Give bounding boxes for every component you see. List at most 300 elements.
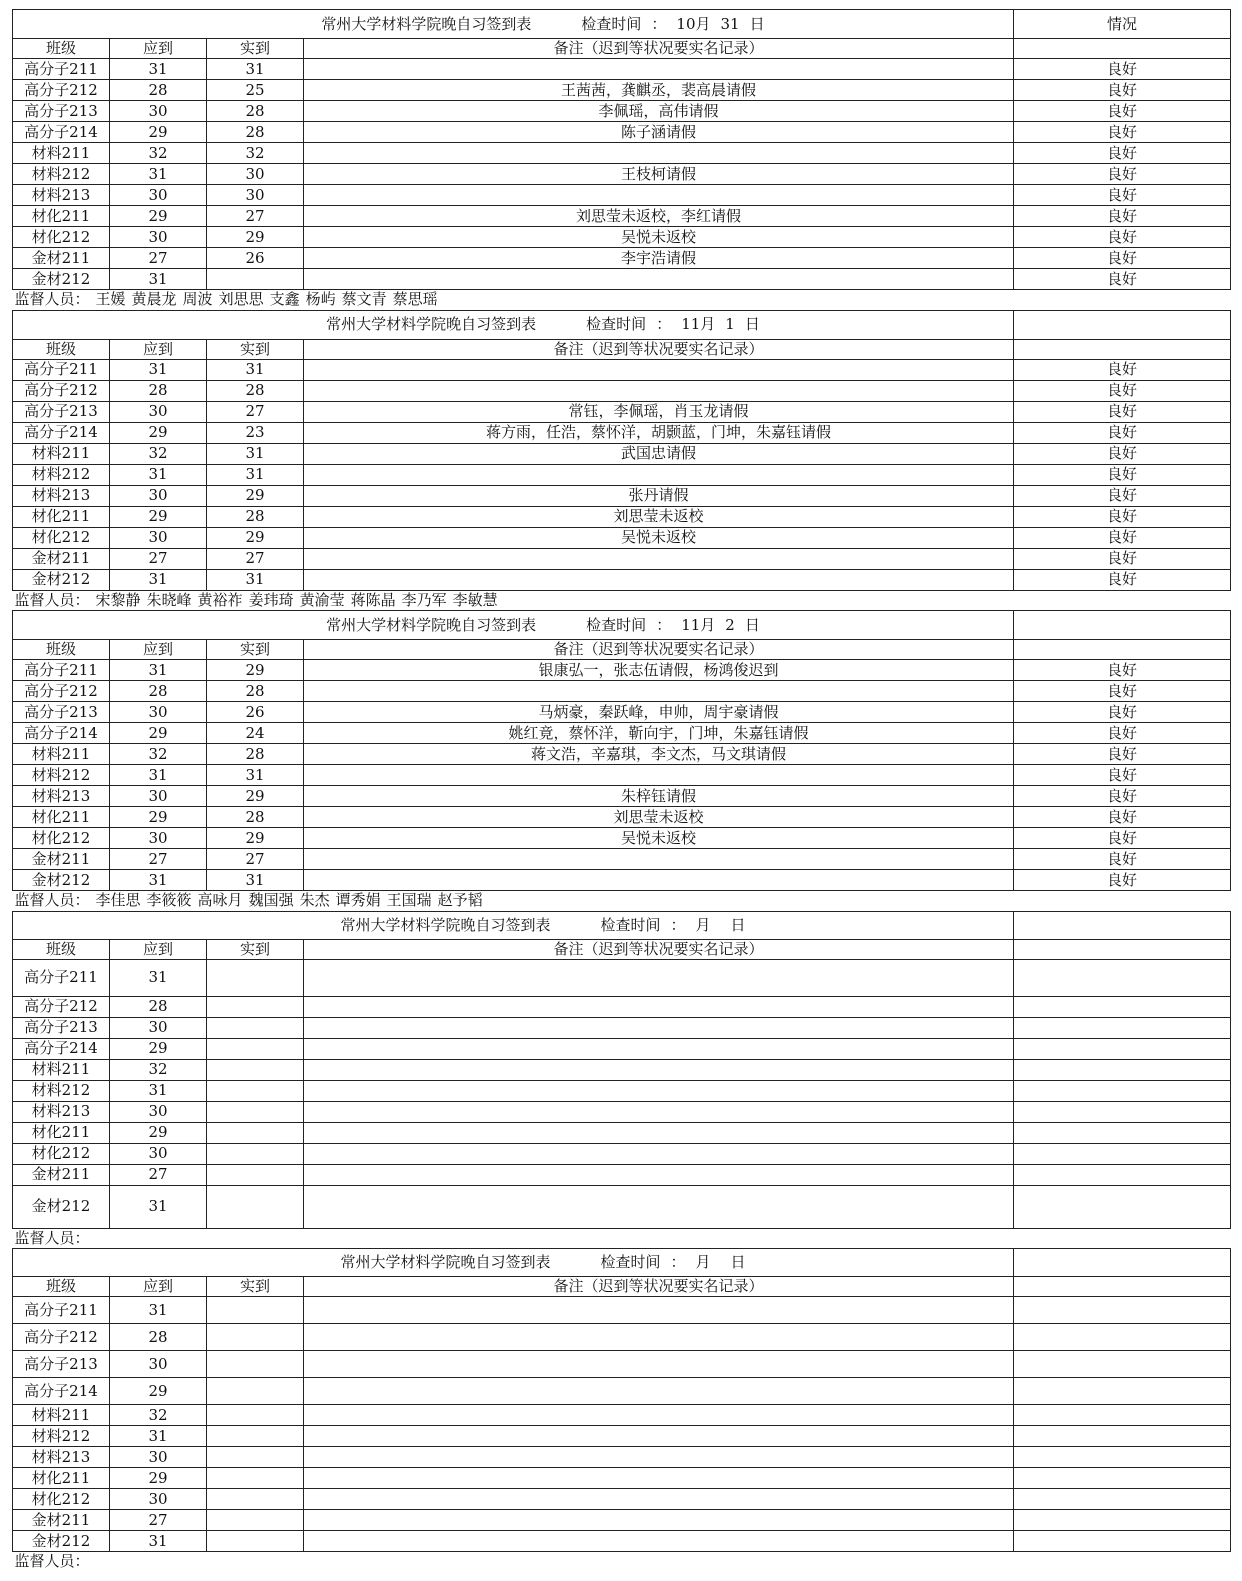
check-day-suffix: 日 [730, 915, 746, 934]
class-name-cell: 高分子213 [13, 1351, 110, 1378]
note-cell: 刘思莹未返校 [304, 506, 1014, 527]
column-header-row [13, 1277, 1231, 1297]
note-cell [304, 1122, 1014, 1143]
supervisor-name: 蒋陈晶 [350, 590, 396, 609]
table-row [13, 1164, 1231, 1185]
table-row [13, 1080, 1231, 1101]
class-name-cell: 金材212 [13, 1531, 110, 1552]
expected-count-cell: 31 [110, 660, 207, 681]
table-row [13, 422, 1231, 443]
table-row [13, 122, 1231, 143]
table-row [13, 660, 1231, 681]
table-title [13, 611, 1014, 640]
class-name-cell: 高分子213 [13, 101, 110, 122]
class-name-cell: 材化211 [13, 506, 110, 527]
note-cell [304, 1164, 1014, 1185]
actual-count-cell: 29 [207, 828, 304, 849]
supervisor-label: 监督人员： [14, 590, 90, 609]
class-name-cell: 材料211 [13, 1059, 110, 1080]
condition-cell [1014, 959, 1231, 996]
class-name-cell: 高分子214 [13, 122, 110, 143]
sheet-title: 常州大学材料学院晚自习签到表 [340, 1253, 551, 1271]
actual-count-cell [207, 1531, 304, 1552]
col-header-actual: 实到 [207, 39, 304, 59]
condition-cell [1014, 1405, 1231, 1426]
actual-count-cell [207, 1101, 304, 1122]
actual-count-cell: 31 [207, 569, 304, 590]
table-title-row [13, 1249, 1231, 1277]
actual-count-cell [207, 1426, 304, 1447]
class-name-cell: 材料212 [13, 1426, 110, 1447]
condition-cell [1014, 1378, 1231, 1405]
note-cell [304, 59, 1014, 80]
condition-cell [1014, 1059, 1231, 1080]
class-name-cell: 材化212 [13, 1489, 110, 1510]
condition-cell: 良好 [1014, 702, 1231, 723]
check-time-label: 检查时间 [600, 1253, 661, 1271]
supervisor-name: 魏国强 [248, 891, 294, 910]
condition-cell [1014, 1531, 1231, 1552]
expected-count-cell: 30 [110, 1489, 207, 1510]
table-row [13, 248, 1231, 269]
note-cell [304, 464, 1014, 485]
class-name-cell: 材料212 [13, 765, 110, 786]
table-row [13, 1101, 1231, 1122]
condition-cell: 良好 [1014, 164, 1231, 185]
check-month: 月 [695, 1253, 711, 1271]
class-name-cell: 材化211 [13, 807, 110, 828]
note-cell: 张丹请假 [304, 485, 1014, 506]
expected-count-cell: 30 [110, 1017, 207, 1038]
actual-count-cell [207, 1297, 304, 1324]
expected-count-cell: 31 [110, 1531, 207, 1552]
supervisor-cell [13, 1228, 1231, 1248]
class-name-cell: 高分子212 [13, 1324, 110, 1351]
condition-cell [1014, 1143, 1231, 1164]
actual-count-cell: 27 [207, 548, 304, 569]
class-name-cell: 金材212 [13, 1185, 110, 1228]
table-row [13, 206, 1231, 227]
supervisor-name: 王媛 [95, 290, 126, 309]
actual-count-cell: 28 [207, 122, 304, 143]
table-row [13, 702, 1231, 723]
expected-count-cell: 27 [110, 1510, 207, 1531]
supervisor-name: 周波 [182, 290, 213, 309]
condition-cell: 良好 [1014, 269, 1231, 290]
note-cell [304, 1378, 1014, 1405]
condition-cell [1014, 1122, 1231, 1143]
table-row [13, 1531, 1231, 1552]
table-row [13, 849, 1231, 870]
note-cell [304, 959, 1014, 996]
supervisor-name: 杨屿 [305, 290, 336, 309]
class-name-cell: 材化212 [13, 527, 110, 548]
class-name-cell: 高分子212 [13, 380, 110, 401]
supervisor-label: 监督人员： [14, 1228, 90, 1247]
condition-cell: 良好 [1014, 422, 1231, 443]
note-cell [304, 380, 1014, 401]
table-row [13, 548, 1231, 569]
note-cell [304, 1324, 1014, 1351]
condition-cell [1014, 1164, 1231, 1185]
col-header-note: 备注（迟到等状况要实名记录） [304, 39, 1014, 59]
condition-cell: 良好 [1014, 122, 1231, 143]
condition-cell: 良好 [1014, 828, 1231, 849]
condition-cell [1014, 1324, 1231, 1351]
class-name-cell: 材化211 [13, 1468, 110, 1489]
expected-count-cell: 31 [110, 1426, 207, 1447]
expected-count-cell: 31 [110, 1297, 207, 1324]
table-row [13, 765, 1231, 786]
note-cell [304, 1143, 1014, 1164]
check-month: 10月 [676, 14, 711, 33]
actual-count-cell: 28 [207, 380, 304, 401]
class-name-cell: 高分子211 [13, 660, 110, 681]
col-header-note: 备注（迟到等状况要实名记录） [304, 939, 1014, 959]
column-header-row [13, 640, 1231, 660]
table-row [13, 1297, 1231, 1324]
expected-count-cell: 31 [110, 1185, 207, 1228]
supervisor-row [13, 891, 1231, 911]
note-cell [304, 1447, 1014, 1468]
note-cell [304, 849, 1014, 870]
col-header-class: 班级 [13, 1277, 110, 1297]
note-cell: 武国忠请假 [304, 443, 1014, 464]
expected-count-cell: 30 [110, 1447, 207, 1468]
condition-header [1014, 611, 1231, 640]
condition-cell [1014, 1468, 1231, 1489]
expected-count-cell: 30 [110, 828, 207, 849]
class-name-cell: 高分子214 [13, 422, 110, 443]
col-header-condition [1014, 939, 1231, 959]
condition-cell [1014, 1185, 1231, 1228]
attendance-table [12, 610, 1231, 911]
note-cell: 陈子涵请假 [304, 122, 1014, 143]
note-cell: 常钰，李佩瑶，肖玉龙请假 [304, 401, 1014, 422]
supervisor-name: 黄渝莹 [299, 590, 345, 609]
supervisor-name: 朱晓峰 [146, 590, 192, 609]
note-cell [304, 185, 1014, 206]
note-cell [304, 269, 1014, 290]
class-name-cell: 材料213 [13, 1101, 110, 1122]
supervisor-cell [13, 590, 1231, 610]
condition-cell: 良好 [1014, 849, 1231, 870]
actual-count-cell [207, 1351, 304, 1378]
actual-count-cell: 31 [207, 59, 304, 80]
actual-count-cell: 28 [207, 744, 304, 765]
class-name-cell: 金材211 [13, 849, 110, 870]
sheet-title: 常州大学材料学院晚自习签到表 [321, 14, 532, 33]
actual-count-cell: 29 [207, 485, 304, 506]
col-header-condition [1014, 39, 1231, 59]
expected-count-cell: 32 [110, 143, 207, 164]
condition-cell: 良好 [1014, 765, 1231, 786]
supervisor-name: 黄晨龙 [131, 290, 177, 309]
actual-count-cell [207, 1510, 304, 1531]
table-row [13, 443, 1231, 464]
class-name-cell: 高分子212 [13, 681, 110, 702]
condition-cell: 良好 [1014, 569, 1231, 590]
condition-cell: 良好 [1014, 206, 1231, 227]
supervisor-name: 赵予韬 [437, 891, 483, 910]
attendance-table [12, 911, 1231, 1249]
actual-count-cell [207, 1405, 304, 1426]
attendance-sheet [12, 9, 1230, 1572]
condition-cell: 良好 [1014, 101, 1231, 122]
table-row [13, 1324, 1231, 1351]
actual-count-cell [207, 1080, 304, 1101]
expected-count-cell: 30 [110, 702, 207, 723]
table-row [13, 807, 1231, 828]
supervisor-name: 高咏月 [197, 891, 243, 910]
table-title-row [13, 310, 1231, 339]
expected-count-cell: 30 [110, 527, 207, 548]
table-row [13, 1059, 1231, 1080]
attendance-table [12, 310, 1231, 611]
expected-count-cell: 27 [110, 849, 207, 870]
check-month: 月 [695, 915, 711, 934]
col-header-actual: 实到 [207, 939, 304, 959]
supervisor-row [13, 1228, 1231, 1248]
check-day: 2 [725, 615, 735, 634]
note-cell: 王枝柯请假 [304, 164, 1014, 185]
actual-count-cell: 31 [207, 464, 304, 485]
table-row [13, 1378, 1231, 1405]
actual-count-cell [207, 1122, 304, 1143]
note-cell [304, 870, 1014, 891]
table-row [13, 359, 1231, 380]
table-title [13, 911, 1014, 939]
note-cell: 朱梓钰请假 [304, 786, 1014, 807]
sheet-title: 常州大学材料学院晚自习签到表 [326, 615, 537, 634]
actual-count-cell [207, 1038, 304, 1059]
note-cell: 王茜茜，龚麒丞，裴高晨请假 [304, 80, 1014, 101]
col-header-note: 备注（迟到等状况要实名记录） [304, 1277, 1014, 1297]
check-time [600, 1253, 745, 1271]
expected-count-cell: 32 [110, 1059, 207, 1080]
actual-count-cell: 28 [207, 807, 304, 828]
table-row [13, 80, 1231, 101]
expected-count-cell: 32 [110, 1405, 207, 1426]
col-header-expected: 应到 [110, 1277, 207, 1297]
check-time [600, 916, 745, 934]
expected-count-cell: 28 [110, 996, 207, 1017]
actual-count-cell: 31 [207, 359, 304, 380]
col-header-note: 备注（迟到等状况要实名记录） [304, 640, 1014, 660]
table-row [13, 1447, 1231, 1468]
actual-count-cell [207, 1489, 304, 1510]
class-name-cell: 材化211 [13, 1122, 110, 1143]
class-name-cell: 高分子211 [13, 59, 110, 80]
expected-count-cell: 31 [110, 870, 207, 891]
class-name-cell: 材化211 [13, 206, 110, 227]
table-row [13, 527, 1231, 548]
supervisor-name: 蔡思瑶 [392, 290, 438, 309]
note-cell [304, 1489, 1014, 1510]
condition-cell [1014, 1426, 1231, 1447]
table-row [13, 1489, 1231, 1510]
note-cell [304, 1059, 1014, 1080]
note-cell [304, 548, 1014, 569]
note-cell [304, 1080, 1014, 1101]
expected-count-cell: 30 [110, 1101, 207, 1122]
actual-count-cell: 23 [207, 422, 304, 443]
note-cell [304, 1101, 1014, 1122]
actual-count-cell [207, 1059, 304, 1080]
supervisor-label: 监督人员： [14, 290, 90, 309]
condition-cell [1014, 1351, 1231, 1378]
expected-count-cell: 30 [110, 1351, 207, 1378]
actual-count-cell: 27 [207, 401, 304, 422]
expected-count-cell: 30 [110, 185, 207, 206]
actual-count-cell: 31 [207, 765, 304, 786]
condition-cell: 良好 [1014, 660, 1231, 681]
condition-cell: 良好 [1014, 443, 1231, 464]
col-header-expected: 应到 [110, 939, 207, 959]
expected-count-cell: 28 [110, 380, 207, 401]
actual-count-cell [207, 996, 304, 1017]
actual-count-cell: 29 [207, 660, 304, 681]
supervisor-label: 监督人员： [14, 891, 90, 910]
class-name-cell: 高分子212 [13, 996, 110, 1017]
condition-cell: 良好 [1014, 807, 1231, 828]
actual-count-cell [207, 1447, 304, 1468]
table-row [13, 569, 1231, 590]
condition-cell: 良好 [1014, 59, 1231, 80]
table-row [13, 1510, 1231, 1531]
table-title-row [13, 611, 1231, 640]
table-row [13, 101, 1231, 122]
condition-cell [1014, 1297, 1231, 1324]
condition-cell: 良好 [1014, 548, 1231, 569]
supervisor-name: 谭秀娟 [335, 891, 381, 910]
table-row [13, 959, 1231, 996]
table-row [13, 464, 1231, 485]
col-header-condition [1014, 339, 1231, 359]
check-time-separator: ： [670, 915, 686, 934]
expected-count-cell: 31 [110, 464, 207, 485]
table-title [13, 10, 1014, 39]
class-name-cell: 高分子213 [13, 702, 110, 723]
condition-cell [1014, 996, 1231, 1017]
check-month: 11月 [681, 315, 716, 333]
supervisor-name: 李敏慧 [452, 590, 498, 609]
table-row [13, 723, 1231, 744]
actual-count-cell: 24 [207, 723, 304, 744]
note-cell: 银康弘一，张志伍请假，杨鸿俊迟到 [304, 660, 1014, 681]
actual-count-cell: 29 [207, 527, 304, 548]
condition-cell: 良好 [1014, 464, 1231, 485]
check-time-label: 检查时间 [600, 915, 661, 934]
note-cell [304, 681, 1014, 702]
check-day-suffix: 日 [744, 315, 760, 333]
expected-count-cell: 27 [110, 548, 207, 569]
expected-count-cell: 30 [110, 401, 207, 422]
actual-count-cell [207, 1324, 304, 1351]
supervisor-name: 刘思思 [218, 290, 264, 309]
note-cell: 马炳豪，秦跃峰，申帅，周宇豪请假 [304, 702, 1014, 723]
condition-cell: 良好 [1014, 80, 1231, 101]
expected-count-cell: 29 [110, 506, 207, 527]
supervisor-name: 李佳思 [95, 891, 141, 910]
col-header-class: 班级 [13, 339, 110, 359]
expected-count-cell: 31 [110, 269, 207, 290]
table-row [13, 1038, 1231, 1059]
actual-count-cell [207, 1017, 304, 1038]
check-time-separator: ： [656, 615, 672, 634]
class-name-cell: 材料211 [13, 443, 110, 464]
class-name-cell: 金材211 [13, 1510, 110, 1531]
expected-count-cell: 29 [110, 422, 207, 443]
sheet-title: 常州大学材料学院晚自习签到表 [340, 915, 551, 934]
expected-count-cell: 28 [110, 80, 207, 101]
note-cell [304, 1531, 1014, 1552]
col-header-class: 班级 [13, 39, 110, 59]
supervisor-name: 朱杰 [299, 891, 330, 910]
condition-cell: 良好 [1014, 485, 1231, 506]
condition-cell [1014, 1017, 1231, 1038]
condition-cell: 良好 [1014, 359, 1231, 380]
note-cell: 刘思莹未返校，李红请假 [304, 206, 1014, 227]
note-cell: 吴悦未返校 [304, 227, 1014, 248]
supervisor-name: 王国瑞 [386, 891, 432, 910]
expected-count-cell: 29 [110, 206, 207, 227]
condition-cell: 良好 [1014, 248, 1231, 269]
class-name-cell: 高分子213 [13, 401, 110, 422]
note-cell [304, 1038, 1014, 1059]
actual-count-cell: 30 [207, 185, 304, 206]
expected-count-cell: 31 [110, 164, 207, 185]
table-row [13, 1351, 1231, 1378]
table-row [13, 681, 1231, 702]
actual-count-cell [207, 959, 304, 996]
expected-count-cell: 30 [110, 485, 207, 506]
table-row [13, 227, 1231, 248]
supervisor-row [13, 290, 1231, 310]
col-header-condition [1014, 640, 1231, 660]
expected-count-cell: 32 [110, 744, 207, 765]
actual-count-cell [207, 1468, 304, 1489]
supervisor-cell [13, 891, 1231, 911]
expected-count-cell: 31 [110, 359, 207, 380]
supervisor-cell [13, 290, 1231, 310]
condition-cell [1014, 1489, 1231, 1510]
condition-cell: 良好 [1014, 227, 1231, 248]
table-row [13, 1405, 1231, 1426]
col-header-actual: 实到 [207, 640, 304, 660]
note-cell [304, 569, 1014, 590]
class-name-cell: 材料211 [13, 1405, 110, 1426]
expected-count-cell: 31 [110, 959, 207, 996]
note-cell: 蒋文浩，辛嘉琪，李文杰，马文琪请假 [304, 744, 1014, 765]
supervisor-name: 黄裕祚 [197, 590, 243, 609]
actual-count-cell: 26 [207, 702, 304, 723]
col-header-expected: 应到 [110, 39, 207, 59]
note-cell: 蒋方雨，任浩，蔡怀洋，胡颢蓝，门坤，朱嘉钰请假 [304, 422, 1014, 443]
class-name-cell: 金材211 [13, 1164, 110, 1185]
class-name-cell: 材化212 [13, 227, 110, 248]
expected-count-cell: 29 [110, 723, 207, 744]
class-name-cell: 材料213 [13, 786, 110, 807]
table-row [13, 485, 1231, 506]
class-name-cell: 材料213 [13, 1447, 110, 1468]
table-row [13, 996, 1231, 1017]
expected-count-cell: 29 [110, 1122, 207, 1143]
check-time-separator: ： [670, 1253, 686, 1271]
col-header-expected: 应到 [110, 640, 207, 660]
class-name-cell: 高分子213 [13, 1017, 110, 1038]
note-cell: 李宇浩请假 [304, 248, 1014, 269]
